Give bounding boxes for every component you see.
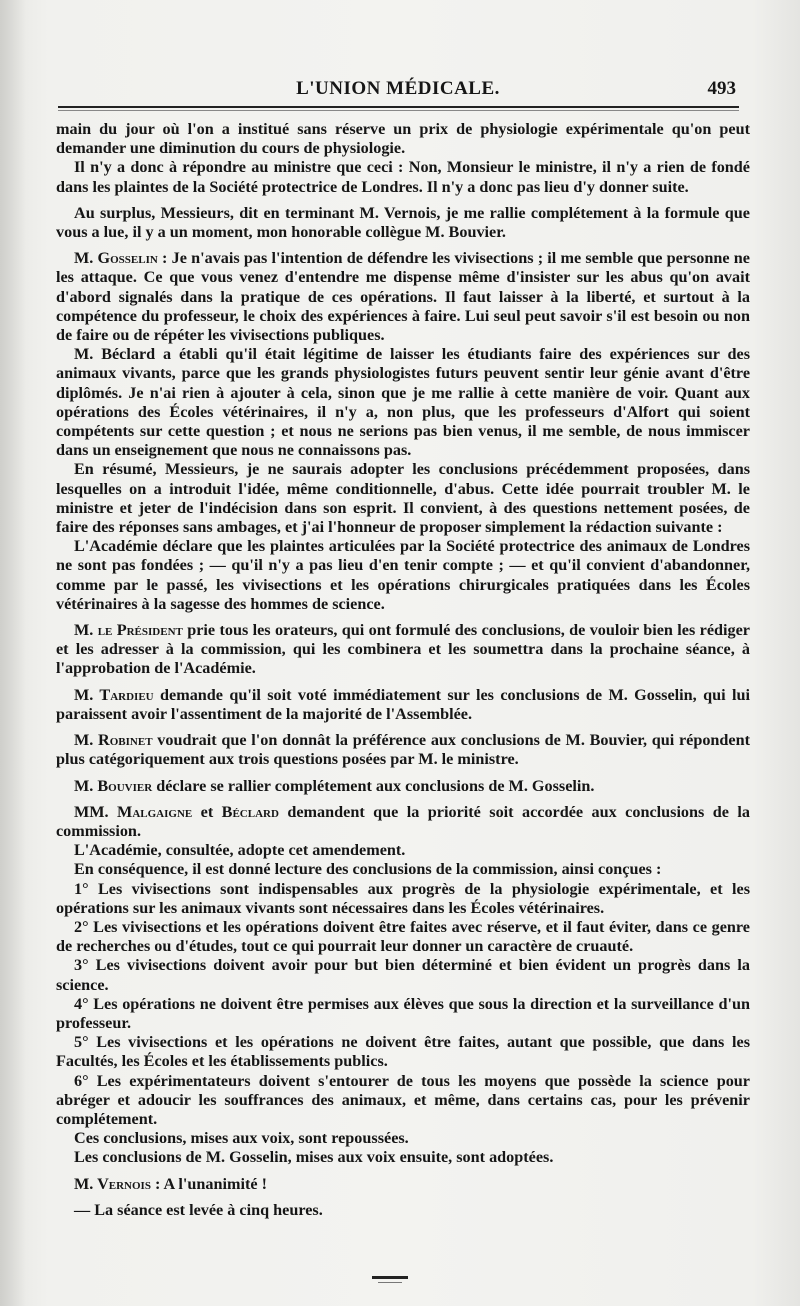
conclusion-2: 2° Les vivisections et les opérations doivent être faites avec réserve, et il faut éviter, dans ce genre de recherches ou d'études, tout ce qui pourrait leur donner un caractère de cruauté.: [56, 917, 750, 956]
speaker-name: M. Gosselin: [74, 249, 158, 268]
speaker-name-2: Béclard: [221, 802, 279, 821]
conclusion-1: 1° Les vivisections sont indispensables aux progrès de la physiologie expérimentale, et les opérations sur les animaux vivants sont nécessaires dans les Écoles vétérinaires.: [56, 879, 750, 917]
speaker-name: M. Bouvier: [74, 776, 153, 795]
header-rule: [58, 106, 739, 108]
paragraph-vote-2: Les conclusions de M. Gosselin, mises aux voix ensuite, sont adoptées.: [74, 1148, 554, 1167]
paragraph-1: main du jour où l'on a institué sans réserve un prix de physiologie expérimentale qu'on peut demander une diminution du cours de physiologie.: [56, 120, 750, 158]
header-rule-thin: [58, 110, 739, 111]
conclusion-3: 3° Les vivisections doivent avoir pour but bien déterminé et bien évident un progrès dans la science.: [56, 956, 750, 994]
speaker-name: MM. Malgaigne: [74, 802, 193, 821]
paragraph-vote-1: Ces conclusions, mises aux voix, sont repoussées.: [74, 1129, 409, 1148]
paragraph-12: MM. Malgaigne et Béclard demandent que la priorité soit accordée aux conclusions de la commission.: [56, 802, 750, 840]
page-spine-shadow: [0, 0, 26, 1306]
paragraph-9: M. Tardieu demande qu'il soit voté immédiatement sur les conclusions de M. Gosselin, qui lui paraissent avoir l'assentiment de la majorité de l'Assemblée.: [56, 685, 750, 723]
paragraph-3: Au surplus, Messieurs, dit en terminant M. Vernois, je me rallie complétement à la formule que vous a lue, il y a un moment, mon honorable collègue M. Bouvier.: [56, 203, 750, 242]
paragraph-8: M. le Président prie tous les orateurs, qui ont formulé des conclusions, de vouloir bien les rédiger et les adresser à la commission, qui les combinera et les soumettra dans la prochaine séance, à l'approbation de l'Académie.: [56, 621, 750, 678]
speaker-name: M. Vernois: [74, 1174, 151, 1193]
paragraph-2: Il n'y a donc à répondre au ministre que ceci : Non, Monsieur le ministre, il n'y a rien de fondé dans les plaintes de la Société protectrice de Londres. Il n'y a donc pas lieu d'y donner suite.: [56, 158, 750, 196]
speaker-name: M. Tardieu: [74, 685, 154, 704]
paragraph-7: L'Académie déclare que les plaintes articulées par la Société protectrice des animaux de Londres ne sont pas fondées ; — qu'il n'y a pas lieu d'en tenir compte ; — et qu'il convient d'abandonner, comme par le passé, les vivisections et les opérations chirurgicales pratiquées dans les Écoles vétérinaires à la sagesse des hommes de science.: [56, 537, 750, 613]
body-text: [56, 120, 750, 1220]
paragraph-4: M. Gosselin : Je n'avais pas l'intention de défendre les vivisections ; il me semble que personne ne les attaque. Ce que vous venez d'entendre me dispense même d'insister sur les abus qu'on avait d'abord signalés dans la pratique de ces opérations. Il faut laisser à la liberté, et surtout à la compétence du professeur, le choix des expériences à faire. Lui seul peut savoir s'il est besoin ou non de faire ou de répéter les vivisections publiques.: [56, 249, 750, 345]
running-header: [56, 78, 740, 102]
running-title: L'UNION MÉDICALE.: [296, 78, 500, 99]
conclusion-4: 4° Les opérations ne doivent être permises aux élèves que sous la direction et la surveillance d'un professeur.: [56, 994, 750, 1032]
paragraph-closing: — La séance est levée à cinq heures.: [74, 1200, 323, 1219]
conclusion-6: 6° Les expérimentateurs doivent s'entourer de tous les moyens que possède la science pour abréger et adoucir les souffrances des animaux, et même, dans certains cas, pour les prévenir complétement.: [56, 1071, 750, 1128]
speaker-name: M. Robinet: [74, 731, 153, 750]
paragraph-6: En résumé, Messieurs, je ne saurais adopter les conclusions précédemment proposées, dans lesquelles on a introduit l'idée, même conditionnelle, d'abus. Cette idée pourrait troubler M. le ministre et jeter de l'indécision dans son esprit. Il convient, à des questions nettement posées, de faire des réponses sans ambages, et j'ai l'honneur de proposer simplement la rédaction suivante :: [56, 460, 750, 537]
footer-rule-thin: [378, 1282, 402, 1283]
conclusion-5: 5° Les vivisections et les opérations ne doivent être faites, autant que possible, que dans les Facultés, les Écoles et les établissements publics.: [56, 1033, 750, 1071]
paragraph-13: L'Académie, consultée, adopte cet amendement.: [74, 841, 406, 860]
paragraph-11: M. Bouvier déclare se rallier complétement aux conclusions de M. Gosselin.: [74, 776, 595, 795]
paragraph-vernois: M. Vernois : A l'unanimité !: [74, 1174, 267, 1193]
paragraph-14: En conséquence, il est donné lecture des conclusions de la commission, ainsi conçues :: [74, 860, 662, 879]
speaker-name: M. le Président: [74, 621, 183, 640]
page-number: 493: [707, 78, 736, 99]
paragraph-5: M. Béclard a établi qu'il était légitime de laisser les étudiants faire des expériences sur des animaux vivants, parce que les grands physiologistes futurs peuvent sentir leur génie avant d'être diplômés. Je n'ai rien à ajouter à cela, sinon que je me rallie à cette manière de voir. Quant aux opérations des Écoles vétérinaires, il n'y a, non plus, que les professeurs d'Alfort qui soient compétents sur cette question ; et nous ne serions pas bien venus, il me semble, de nous immiscer dans un enseignement que nous ne connaissons pas.: [56, 345, 750, 460]
paragraph-10: M. Robinet voudrait que l'on donnât la préférence aux conclusions de M. Bouvier, qui répondent plus catégoriquement aux trois questions posées par M. le ministre.: [56, 731, 751, 769]
footer-rule: [372, 1276, 408, 1279]
